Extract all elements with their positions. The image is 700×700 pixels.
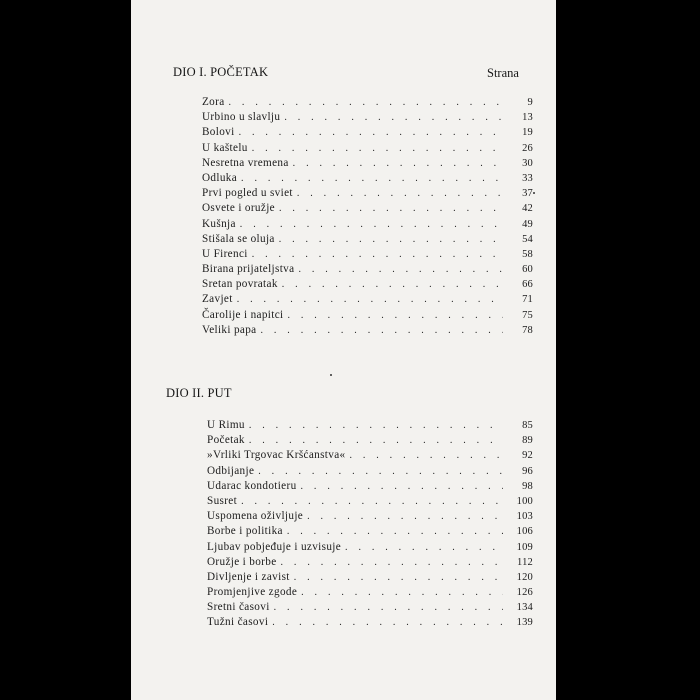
chapter-title: Odbijanje [207, 464, 255, 477]
dot-leader [345, 540, 503, 555]
dot-leader [237, 292, 503, 307]
toc-entry [202, 262, 533, 277]
dot-leader [294, 570, 503, 585]
dot-leader [252, 141, 503, 156]
page-number: 109 [516, 541, 533, 553]
dot-leader [287, 308, 503, 323]
page-number: 33 [522, 172, 533, 184]
page-number: 134 [516, 602, 533, 614]
page-number: 66 [522, 279, 533, 291]
page-number: 103 [516, 511, 533, 523]
dot-leader [261, 323, 504, 338]
page-number: 100 [516, 495, 533, 507]
toc-entry [202, 95, 533, 110]
page-number: 120 [516, 571, 533, 583]
chapter-title: Prvi pogled u sviet [202, 187, 293, 200]
toc-entry [202, 292, 533, 307]
dot-leader [279, 232, 503, 247]
dot-leader [252, 247, 503, 262]
chapter-title: Urbino u slavlju [202, 111, 281, 124]
page-number: 26 [522, 142, 533, 154]
chapter-title: Borbe i politika [207, 525, 283, 538]
scan-border-left [0, 0, 131, 700]
chapter-title: Sretni časovi [207, 601, 270, 614]
dot-leader [281, 555, 503, 570]
page-number: 78 [522, 324, 533, 336]
page-column-label: Strana [487, 66, 519, 80]
toc-entry [202, 217, 533, 232]
page-number: 98 [522, 480, 533, 492]
toc-entry [207, 479, 533, 494]
dot-leader [293, 156, 503, 171]
page-number: 75 [522, 309, 533, 321]
page-number: 30 [522, 157, 533, 169]
toc-entry [207, 464, 533, 479]
toc-entry [207, 540, 533, 555]
dot-leader [279, 201, 503, 216]
chapter-title: Čarolije i napitci [202, 308, 284, 321]
toc-entry [202, 232, 533, 247]
dot-leader [307, 509, 503, 524]
dot-leader [297, 186, 503, 201]
toc-entry [202, 141, 533, 156]
toc-entry [202, 323, 533, 338]
dot-leader [258, 464, 503, 479]
page-number: 54 [522, 233, 533, 245]
part1-heading: DIO I. POČETAK [173, 65, 269, 79]
toc-entry [202, 186, 533, 201]
paper-speck [533, 192, 535, 194]
paper-speck [330, 374, 332, 376]
toc-entry [207, 585, 533, 600]
page-number: 37 [522, 188, 533, 200]
chapter-title: Susret [207, 494, 238, 507]
dot-leader [287, 524, 503, 539]
toc-entry [202, 156, 533, 171]
toc-entry [207, 494, 533, 509]
dot-leader [249, 433, 503, 448]
page-number: 112 [517, 556, 533, 568]
page-number: 96 [522, 465, 533, 477]
toc-entry [207, 448, 533, 463]
chapter-title: Uspomena oživljuje [207, 510, 304, 523]
page-number: 9 [527, 97, 533, 108]
part2-heading: DIO II. PUT [166, 386, 232, 400]
toc-entry [202, 201, 533, 216]
toc-entry [207, 418, 533, 433]
dot-leader [241, 171, 503, 186]
toc-entry [207, 433, 533, 448]
toc-entry [207, 570, 533, 585]
toc-entry [207, 600, 533, 615]
toc-entry [202, 308, 533, 323]
scan-border-right [556, 0, 700, 700]
chapter-title: Zora [202, 96, 225, 108]
dot-leader [282, 277, 503, 292]
dot-leader [274, 600, 503, 615]
chapter-title: Ljubav pobjeđuje i uzvisuje [207, 540, 342, 553]
chapter-title: Divljenje i zavist [207, 570, 290, 583]
dot-leader [284, 110, 503, 125]
toc-entry [207, 524, 533, 539]
chapter-title: Stišala se oluja [202, 232, 275, 245]
chapter-title: Kušnja [202, 217, 236, 230]
chapter-title: U Rimu [207, 419, 245, 431]
chapter-title: Odluka [202, 171, 238, 184]
dot-leader [301, 479, 503, 494]
part1-contents-list [202, 95, 533, 338]
chapter-title: Udarac kondotieru [207, 479, 297, 492]
page-number: 42 [522, 203, 533, 215]
dot-leader [298, 262, 503, 277]
toc-entry [202, 110, 533, 125]
chapter-title: Veliki papa [202, 323, 257, 336]
dot-leader [349, 448, 503, 463]
page-number: 60 [522, 264, 533, 276]
chapter-title: Promjenjive zgode [207, 586, 298, 599]
chapter-title: Birana prijateljstva [202, 263, 295, 276]
chapter-title: Osvete i oružje [202, 202, 275, 215]
page-number: 139 [516, 617, 533, 629]
dot-leader [240, 217, 503, 232]
chapter-title: U kaštelu [202, 141, 248, 154]
page-number: 85 [522, 420, 533, 431]
page-number: 126 [516, 587, 533, 599]
chapter-title: Zavjet [202, 293, 233, 306]
dot-leader [301, 585, 503, 600]
page-number: 106 [516, 526, 533, 538]
toc-entry [202, 171, 533, 186]
dot-leader [239, 125, 503, 140]
dot-leader [249, 418, 503, 433]
dot-leader [272, 615, 503, 630]
chapter-title: Oružje i borbe [207, 555, 277, 568]
chapter-title: Početak [207, 434, 245, 447]
chapter-title: Nesretna vremena [202, 156, 289, 169]
chapter-title: Sretan povratak [202, 278, 278, 291]
toc-entry [207, 615, 533, 630]
page-number: 71 [522, 294, 533, 306]
toc-entry [207, 555, 533, 570]
toc-entry [207, 509, 533, 524]
page-number: 13 [522, 112, 533, 124]
dot-leader [241, 494, 503, 509]
toc-entry [202, 247, 533, 262]
page-number: 89 [522, 435, 533, 447]
chapter-title: Tužni časovi [207, 616, 269, 629]
chapter-title: Bolovi [202, 126, 235, 139]
toc-entry [202, 277, 533, 292]
chapter-title: U Firenci [202, 247, 248, 260]
part2-contents-list [207, 418, 533, 631]
chapter-title: »Vrliki Trgovac Kršćanstva« [207, 449, 346, 462]
page-number: 19 [522, 127, 533, 139]
dot-leader [229, 95, 503, 110]
page-number: 58 [522, 248, 533, 260]
page-number: 49 [522, 218, 533, 230]
toc-entry [202, 125, 533, 140]
page-number: 92 [522, 450, 533, 462]
